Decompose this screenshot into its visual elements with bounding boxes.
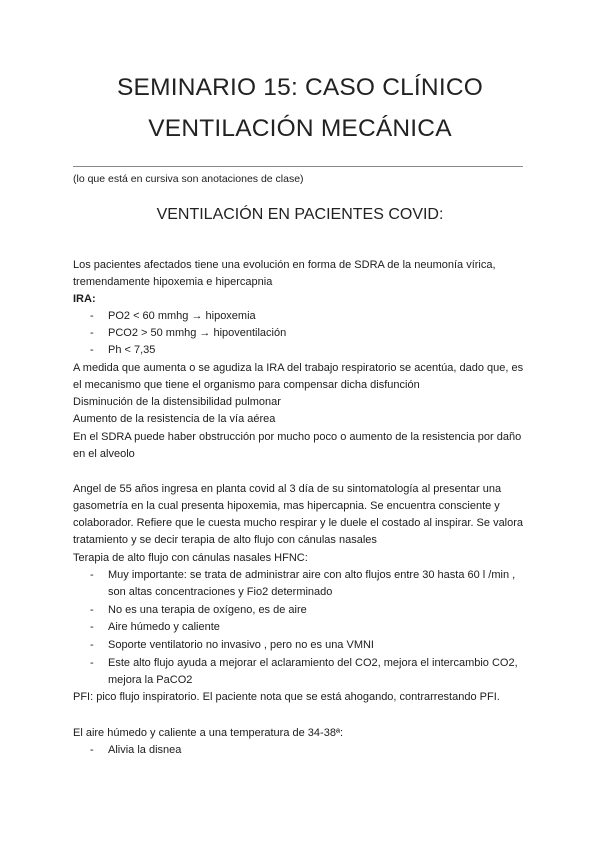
hfnc-list-item-continuation: son altas concentraciones y Fio2 determinado	[108, 586, 333, 598]
ira-text-line: Disminución de la distensibilidad pulmonar	[73, 396, 281, 408]
case-text-line: Terapia de alto flujo con cánulas nasales HFNC:	[73, 552, 308, 564]
case-text-line: colaborador. Refiere que le cuesta mucho respirar y le duele el costado al inspirar. Se valora	[73, 517, 524, 529]
ira-text-line: En el SDRA puede haber obstrucción por mucho poco o aumento de la resistencia por daño	[73, 431, 522, 443]
case-text-line: tratamiento y se decir terapia de alto flujo con cánulas nasales	[73, 534, 377, 546]
air-text: El aire húmedo y caliente a una temperatura de 34-38ª:	[73, 727, 344, 739]
list-bullet: -	[90, 344, 94, 356]
ira-text-line: Aumento de la resistencia de la vía aérea	[73, 413, 276, 425]
case-text-line: gasometría en la cual presenta hipoxemia, mas hipercapnia. Se encuentra consciente y	[73, 500, 500, 512]
intro-line: tremendamente hipoxemia e hipercapnia	[73, 276, 273, 288]
ira-list-item: PO2 < 60 mmhg → hipoxemia	[108, 310, 256, 322]
list-bullet: -	[90, 604, 94, 616]
list-bullet: -	[90, 657, 94, 669]
class-notes-remark: (lo que está en cursiva son anotaciones de clase)	[73, 173, 304, 185]
ira-text-line: el mecanismo que tiene el organismo para compensar dicha disfunción	[73, 379, 420, 391]
list-bullet: -	[90, 569, 94, 581]
hfnc-list-item: Muy importante: se trata de administrar aire con alto flujos entre 30 hasta 60 l /min ,	[108, 569, 516, 581]
list-bullet: -	[90, 310, 94, 322]
ira-list-item: Ph < 7,35	[108, 344, 156, 356]
ira-text-line: A medida que aumenta o se agudiza la IRA del trabajo respiratorio se acentúa, dado que, es	[73, 362, 524, 374]
ira-text-line: en el alveolo	[73, 448, 135, 460]
list-bullet: -	[90, 639, 94, 651]
list-bullet: -	[90, 621, 94, 633]
list-bullet: -	[90, 327, 94, 339]
intro-line: Los pacientes afectados tiene una evolución en forma de SDRA de la neumonía vírica,	[73, 259, 496, 271]
ira-label: IRA:	[73, 293, 96, 305]
hfnc-list-item: Aire húmedo y caliente	[108, 621, 220, 633]
title-line-1: SEMINARIO 15: CASO CLÍNICO	[117, 74, 483, 101]
ira-list-item: PCO2 > 50 mmhg → hipoventilación	[108, 327, 287, 339]
list-bullet: -	[90, 744, 94, 756]
title-divider	[73, 166, 523, 167]
section-heading: VENTILACIÓN EN PACIENTES COVID:	[156, 206, 444, 223]
hfnc-list-item: Soporte ventilatorio no invasivo , pero no es una VMNI	[108, 639, 374, 651]
hfnc-list-item: Este alto flujo ayuda a mejorar el aclaramiento del CO2, mejora el intercambio CO2,	[108, 657, 518, 669]
air-list-item: Alivia la disnea	[108, 744, 182, 756]
case-text-line: Angel de 55 años ingresa en planta covid al 3 día de su sintomatología al presentar una	[73, 483, 502, 495]
title-line-2: VENTILACIÓN MECÁNICA	[148, 115, 452, 142]
hfnc-list-item: No es una terapia de oxígeno, es de aire	[108, 604, 307, 616]
hfnc-list-item-continuation: mejora la PaCO2	[108, 674, 193, 686]
pfi-definition: PFI: pico flujo inspiratorio. El paciente nota que se está ahogando, contrarrestando PFI.	[73, 691, 500, 703]
